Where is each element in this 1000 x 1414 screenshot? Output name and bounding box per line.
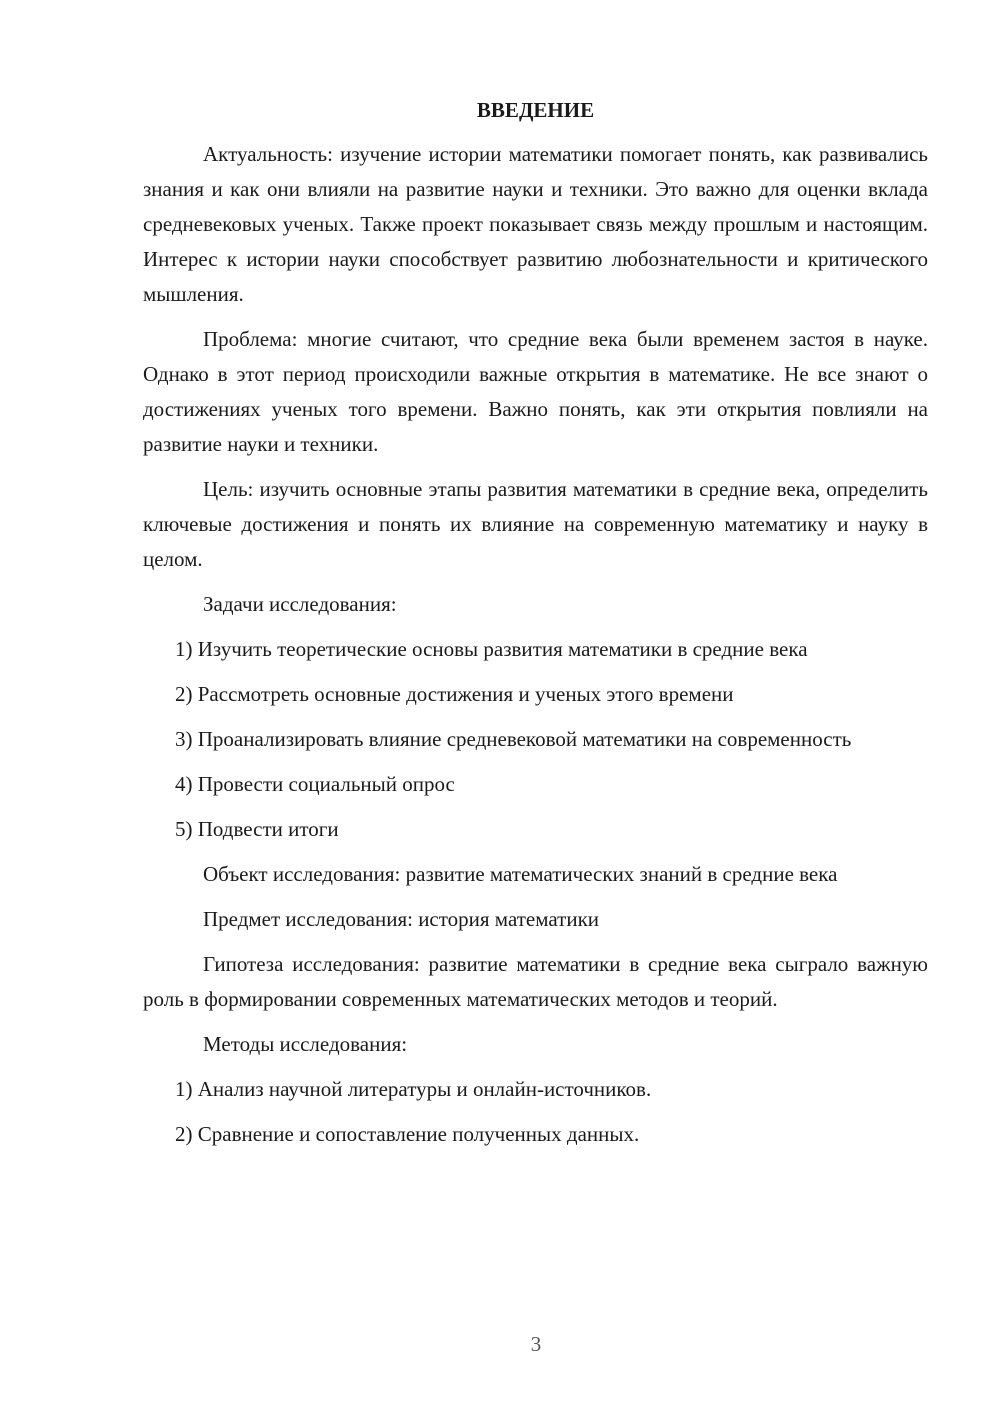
task-item-5: 5) Подвести итоги [175, 817, 339, 841]
task-item-3: 3) Проанализировать влияние средневековой математики на современность [175, 727, 852, 751]
method-item-1: 1) Анализ научной литературы и онлайн-источников. [175, 1077, 652, 1101]
tasks-heading: Задачи исследования: [203, 592, 397, 616]
document-page [143, 95, 928, 1162]
task-item-2: 2) Рассмотреть основные достижения и ученых этого времени [175, 682, 734, 706]
section-title: ВВЕДЕНИЕ [476, 98, 595, 122]
subject-paragraph: Предмет исследования: история математики [203, 907, 600, 931]
methods-heading: Методы исследования: [203, 1032, 408, 1056]
task-item-4: 4) Провести социальный опрос [175, 772, 455, 796]
task-item-1: 1) Изучить теоретические основы развития математики в средние века [175, 637, 808, 661]
method-item-2: 2) Сравнение и сопоставление полученных данных. [175, 1122, 640, 1146]
hypothesis-paragraph: Гипотеза исследования: развитие математики в средние века сыграло важную роль в формировании современных математических методов и теорий. [143, 952, 928, 1011]
object-paragraph: Объект исследования: развитие математических знаний в средние века [203, 862, 838, 886]
problem-paragraph: Проблема: многие считают, что средние века были временем застоя в науке. Однако в этот период происходили важные открытия в математике. Не все знают о достижениях ученых того времени. Важно понять, как эти открытия повлияли на развитие науки и техники. [143, 327, 928, 456]
page-number: 3 [530, 1332, 542, 1356]
relevance-paragraph: Актуальность: изучение истории математики помогает понять, как развивались знания и как они влияли на развитие науки и техники. Это важно для оценки вклада средневековых ученых. Также проект показывает связь между прошлым и настоящим. Интерес к истории науки способствует развитию любознательности и критического мышления. [143, 142, 928, 306]
goal-paragraph: Цель: изучить основные этапы развития математики в средние века, определить ключевые достижения и понять их влияние на современную математику и науку в целом. [143, 477, 928, 571]
